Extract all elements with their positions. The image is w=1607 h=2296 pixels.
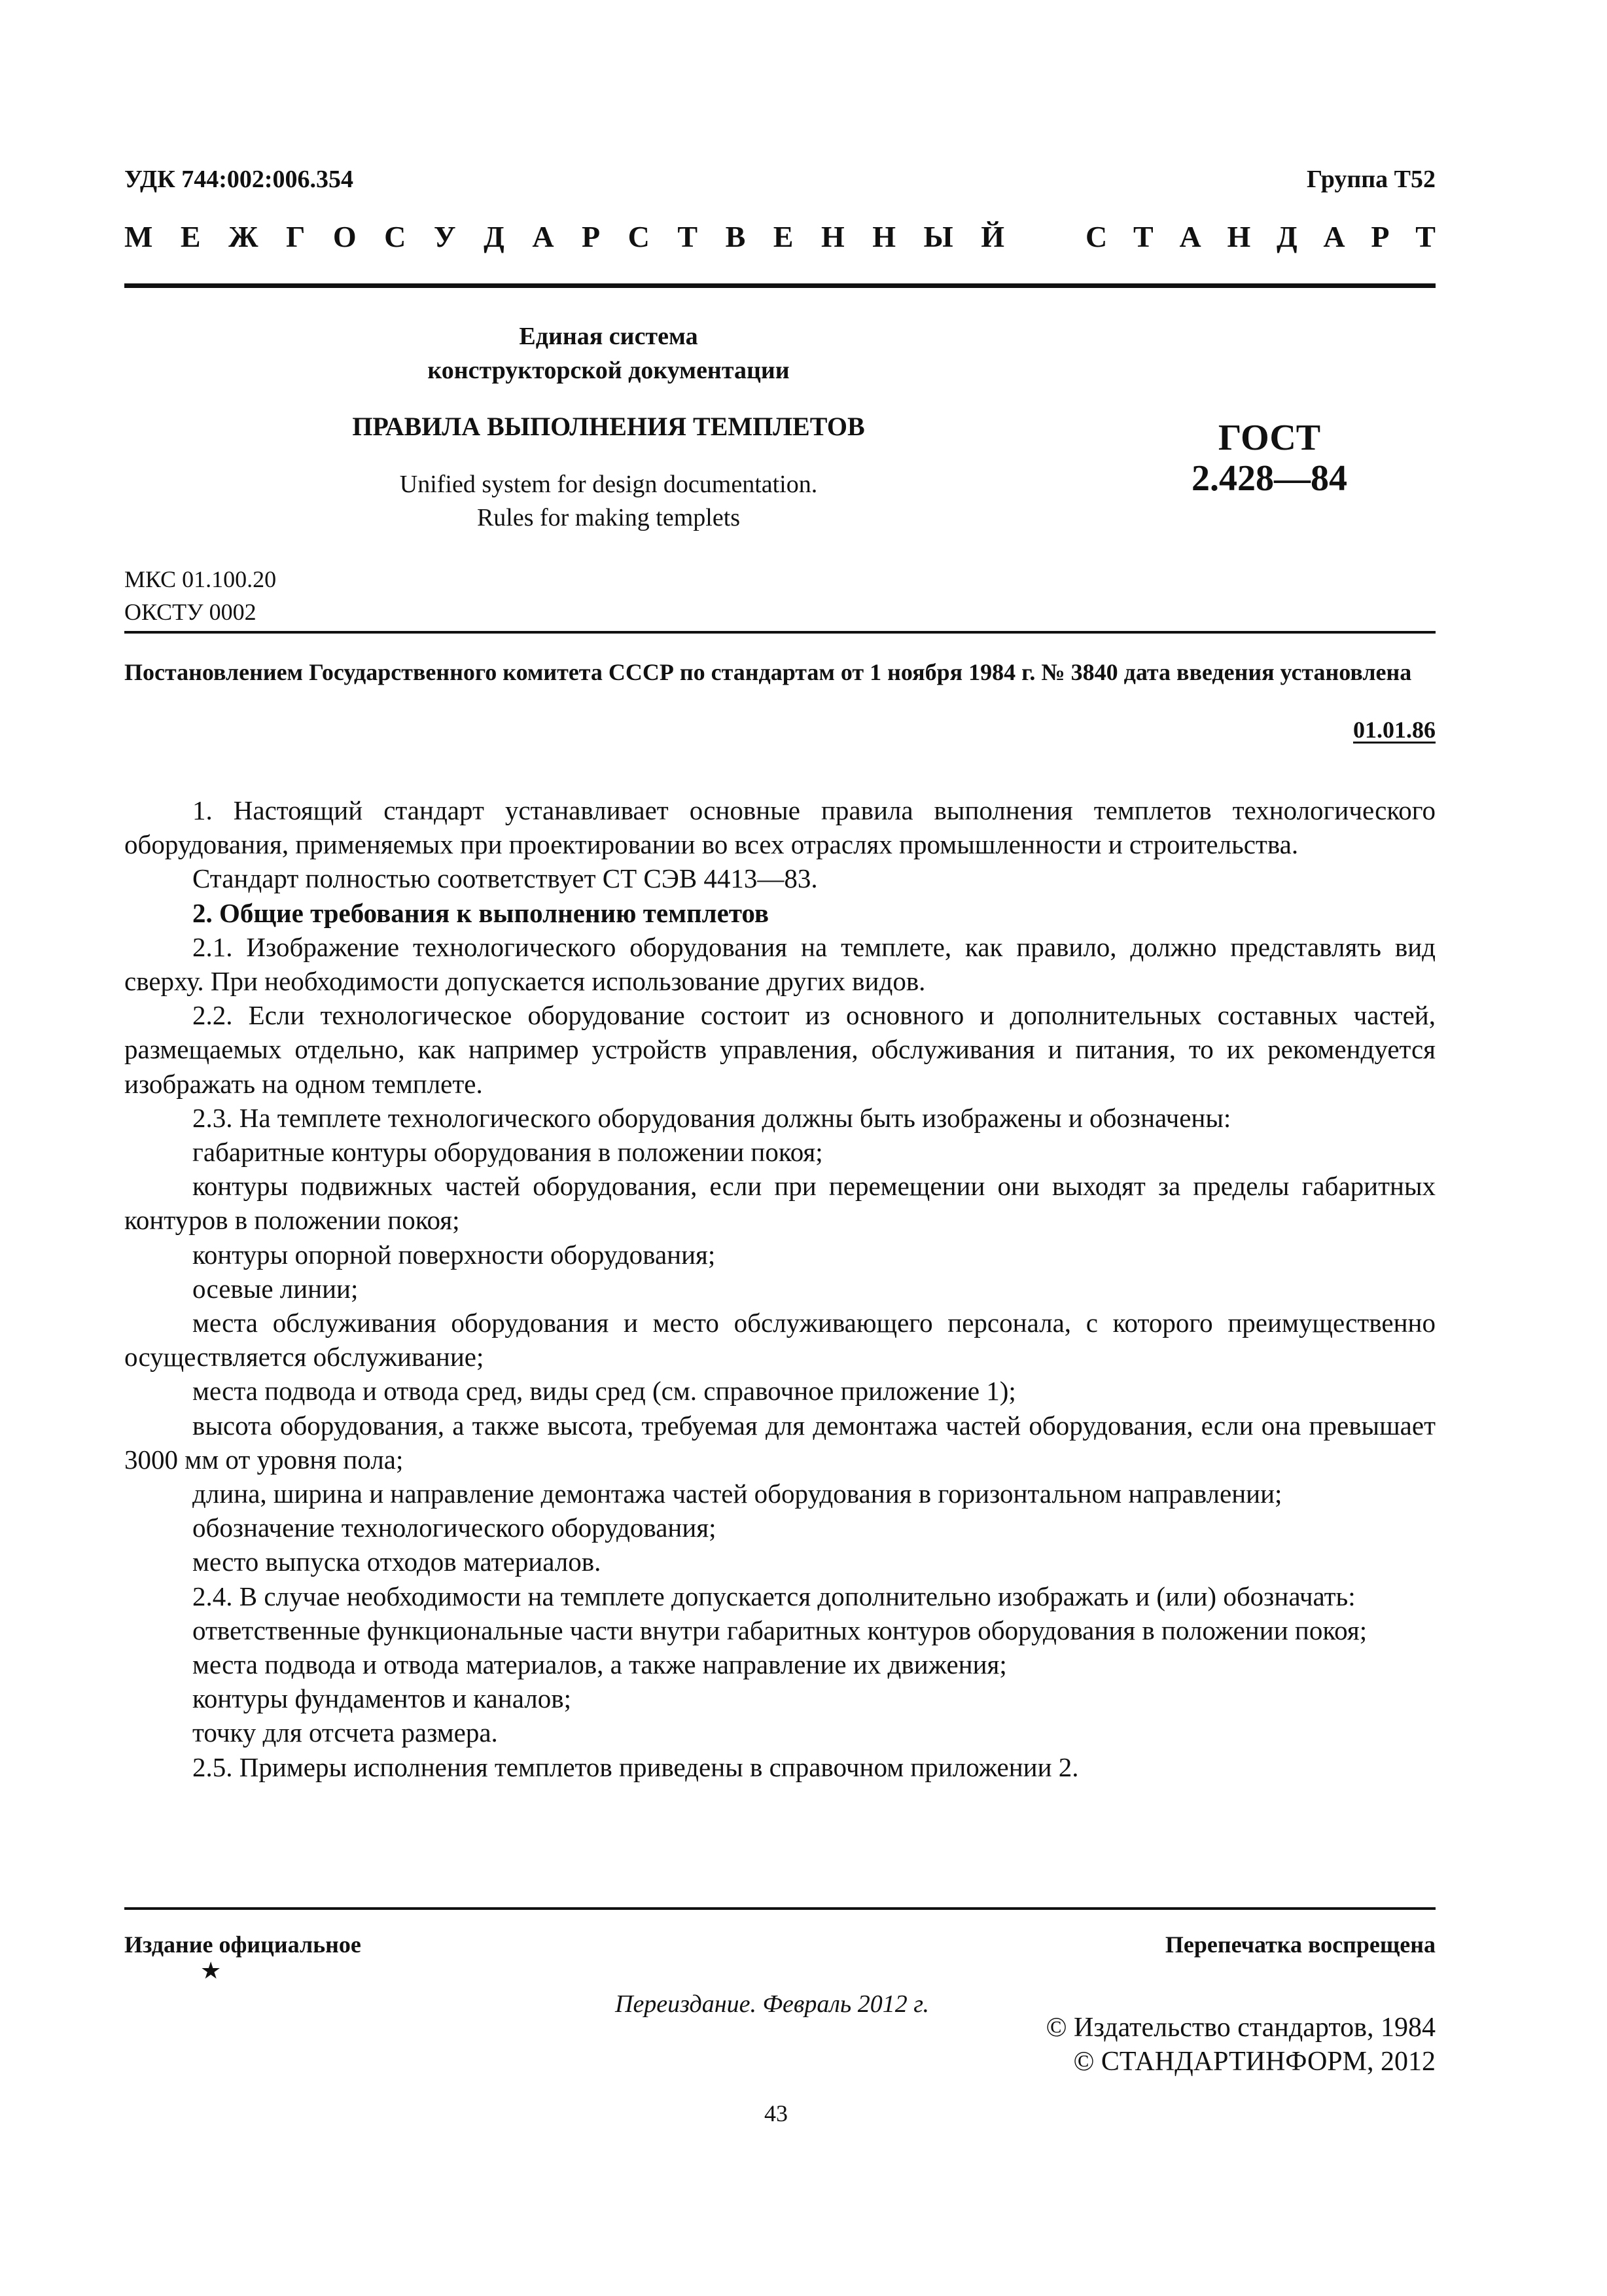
heading-letter: С <box>384 220 406 253</box>
udk-code: УДК 744:002:006.354 <box>124 166 354 193</box>
heading-letter: Д <box>484 220 504 253</box>
top-rule <box>124 283 1436 288</box>
heading-letter: Н <box>872 220 896 253</box>
heading-letter: А <box>1323 220 1345 253</box>
reissue-note: Переиздание. Февраль 2012 г. <box>615 1990 930 2018</box>
classification-codes <box>124 563 276 628</box>
heading-letter: У <box>433 220 456 253</box>
mid-rule <box>124 631 1436 634</box>
system-line-2: конструкторской документации <box>427 357 790 384</box>
body-paragraph: место выпуска отходов материалов. <box>192 1547 601 1577</box>
heading-letter: С <box>1086 220 1108 253</box>
heading-letter: М <box>124 220 153 253</box>
copyright-line-2: © СТАНДАРТИНФОРМ, 2012 <box>1073 2047 1436 2077</box>
body-paragraph: длина, ширина и направление демонтажа частей оборудования в горизонтальном направлении; <box>192 1479 1282 1509</box>
body-paragraph: контуры подвижных частей оборудования, если при перемещении они выходят за пределы габаритных контуров в положении покоя; <box>124 1171 1436 1236</box>
heading-letter: Т <box>1133 220 1154 253</box>
heading-letter: Г <box>286 220 306 253</box>
document-title: ПРАВИЛА ВЫПОЛНЕНИЯ ТЕМПЛЕТОВ <box>352 412 865 441</box>
interstate-standard-heading <box>124 219 1436 254</box>
body-paragraph: обозначение технологического оборудования; <box>192 1513 716 1543</box>
heading-letter: Р <box>1371 220 1390 253</box>
star-mark: ★ <box>200 1958 222 1984</box>
english-line-1: Unified system for design documentation. <box>399 471 818 498</box>
body-paragraph: габаритные контуры оборудования в положении покоя; <box>192 1137 823 1168</box>
official-edition: Издание официальное <box>124 1931 361 1958</box>
copyright-line-1: © Издательство стандартов, 1984 <box>1046 2013 1436 2043</box>
body-paragraph: 2.3. На темплете технологического оборудования должны быть изображены и обозначены: <box>192 1102 1231 1133</box>
heading-letter: Е <box>180 220 201 253</box>
heading-letter: Н <box>1227 220 1251 253</box>
body-paragraph: Стандарт полностью соответствует СТ СЭВ 4413—83. <box>192 863 818 894</box>
body-paragraph: осевые линии; <box>192 1273 359 1304</box>
heading-letter: Ы <box>923 220 953 253</box>
body-text <box>124 793 1436 1784</box>
section-heading: 2. Общие требования к выполнению темплетов <box>192 897 769 928</box>
heading-letter: Н <box>821 220 845 253</box>
gost-label: ГОСТ <box>1218 418 1321 458</box>
body-paragraph: точку для отсчета размера. <box>192 1717 498 1748</box>
body-paragraph: ответственные функциональные части внутри габаритных контуров оборудования в положении покоя; <box>192 1615 1368 1645</box>
mks-code: МКС 01.100.20 <box>124 566 277 592</box>
body-paragraph: 2.2. Если технологическое оборудование состоит из основного и дополнительных составных частей, размещаемых отдельно, как например устройств управления, обслуживания и питания, то их рекомендуется изображать на одном темплете. <box>124 1000 1436 1099</box>
body-paragraph: контуры фундаментов и каналов; <box>192 1683 571 1714</box>
gost-code: 2.428—84 <box>1192 458 1347 499</box>
system-line-1: Единая система <box>519 323 698 350</box>
heading-letter: С <box>627 220 650 253</box>
body-paragraph: 1. Настоящий стандарт устанавливает основные правила выполнения темплетов технологического оборудования, применяемых при проектировании во всех отраслях промышленности и строительства. <box>124 795 1436 860</box>
body-paragraph: 2.4. В случае необходимости на темплете допускается дополнительно изображать и (или) обозначать: <box>192 1581 1356 1611</box>
heading-letter: О <box>332 220 357 253</box>
heading-letter: Д <box>1277 220 1298 253</box>
body-paragraph: 2.1. Изображение технологического оборудования на темплете, как правило, должно представлять вид сверху. При необходимости допускается использование других видов. <box>124 931 1436 997</box>
body-paragraph: 2.5. Примеры исполнения темплетов приведены в справочном приложении 2. <box>192 1751 1079 1782</box>
okstu-code: ОКСТУ 0002 <box>124 599 256 625</box>
body-paragraph: места подвода и отвода материалов, а также направление их движения; <box>192 1649 1007 1680</box>
decree-text: Постановлением Государственного комитета СССР по стандартам от 1 ноября 1984 г. № 3840 дата введения установлена <box>124 659 1412 685</box>
heading-letter: Р <box>582 220 601 253</box>
heading-letter: А <box>532 220 554 253</box>
body-paragraph: высота оборудования, а также высота, требуемая для демонтажа частей оборудования, если она превышает 3000 мм от уровня пола; <box>124 1410 1436 1475</box>
group-code: Группа Т52 <box>1306 166 1436 193</box>
standard-word <box>1086 219 1436 254</box>
reprint-notice: Перепечатка воспрещена <box>1165 1931 1436 1958</box>
english-line-2: Rules for making templets <box>476 504 741 531</box>
heading-letter: Т <box>1415 220 1436 253</box>
footer-rule <box>124 1907 1436 1910</box>
system-name <box>366 319 851 387</box>
introduction-date: 01.01.86 <box>1353 717 1436 743</box>
heading-letter: Т <box>677 220 698 253</box>
body-paragraph: места обслуживания оборудования и место обслуживающего персонала, с которого преимущественно осуществляется обслуживание; <box>124 1308 1436 1372</box>
gost-number <box>1112 418 1426 499</box>
heading-letter: Ж <box>228 220 258 253</box>
heading-letter: А <box>1179 220 1201 253</box>
english-title <box>288 468 929 535</box>
heading-letter: Й <box>981 220 1004 253</box>
body-paragraph: места подвода и отвода сред, виды сред (см. справочное приложение 1); <box>192 1376 1016 1407</box>
heading-letter: В <box>725 220 746 253</box>
body-paragraph: контуры опорной поверхности оборудования; <box>192 1239 716 1270</box>
page-number: 43 <box>764 2100 788 2126</box>
interstate-word <box>124 219 1004 254</box>
heading-letter: Е <box>773 220 794 253</box>
copyright-block <box>1046 2011 1436 2079</box>
